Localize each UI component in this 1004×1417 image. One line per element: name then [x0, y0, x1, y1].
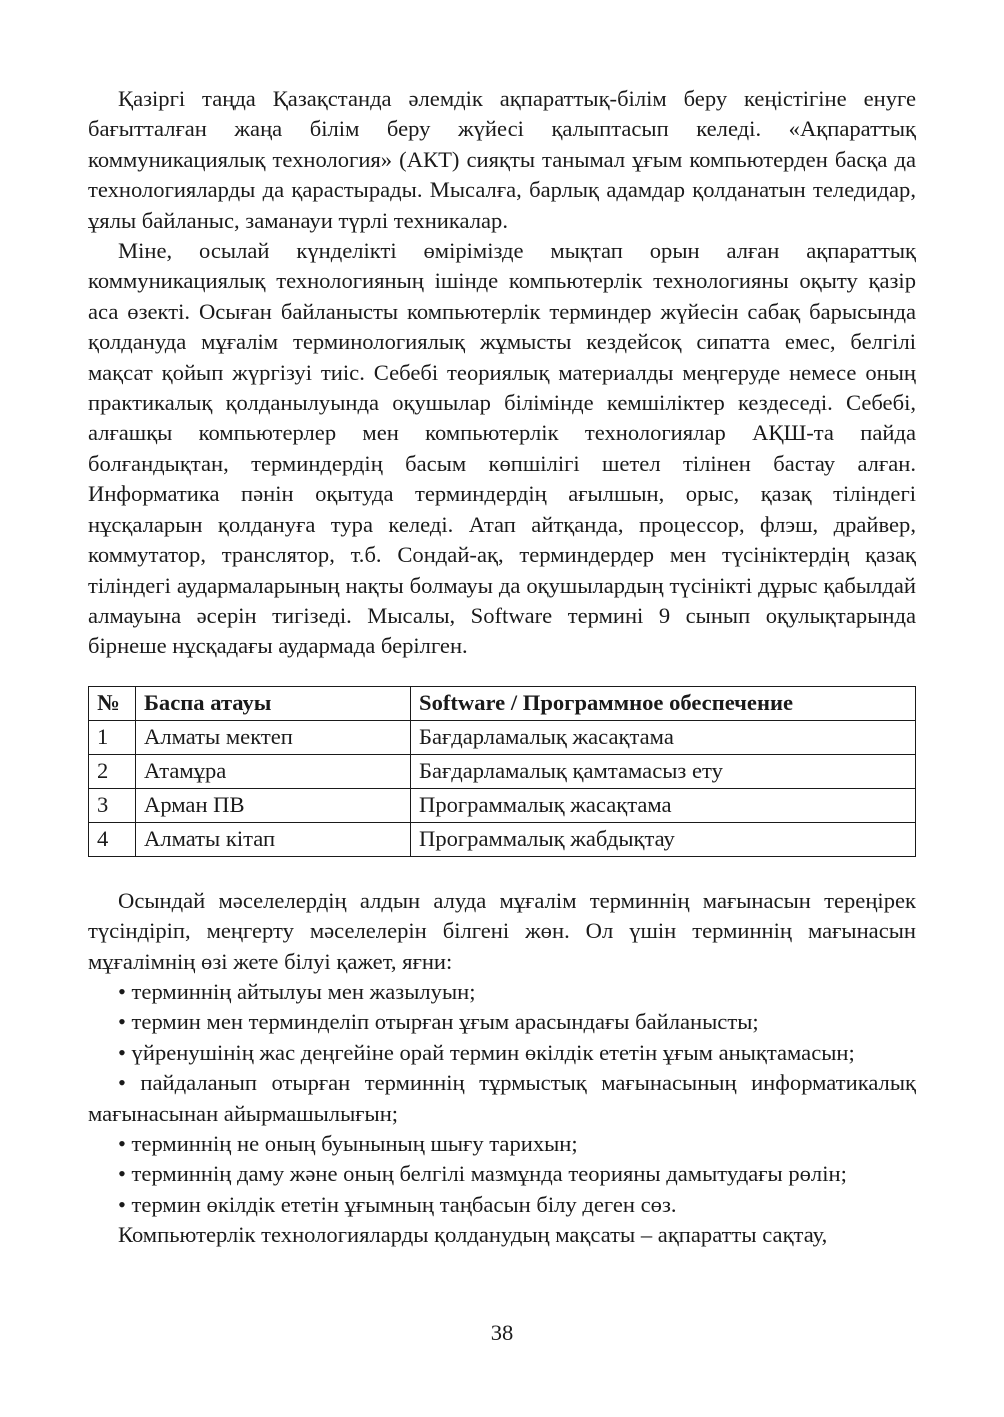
row-translation: Программалық жасақтама [411, 788, 916, 822]
table-row [89, 788, 916, 822]
table-row [89, 720, 916, 754]
terminology-paragraph: Міне, осылай күнделікті өмірімізде мықтап орын алған ақпараттық коммуникациялық технологияның ішінде компьютерлік технологияны оқыту қазір аса өзекті. Осыған байланысты компьютерлік терминдер жүйесін сабақ барысында қолдануда мұғалім терминологиялық жұмысты кездейсоқ сипатта емес, белгілі мақсат қойып жүргізуі тиіс. Себебі теориялық материалды меңгеруде немесе оның практикалық қолданылуында оқушылар білімінде кемшіліктер кездеседі. Себебі, алғашқы компьютерлер мен компьютерлік технологиялар АҚШ-та пайда болғандықтан, терминдердің басым көпшілігі шетел тілінен бастау алған. Информатика пәнін оқытуда терминдердің ағылшын, орыс, қазақ тіліндегі нұсқаларын қолдануға тура келеді. Атап айтқанда, процессор, флэш, драйвер, коммутатор, транслятор, т.б. Сондай-ақ, терминдердер мен түсініктердің қазақ тіліндегі аудармаларының нақты болмауы да оқушылардың түсінікті дұрыс қабылдай алмауына әсерін тигізеді. Мысалы, Software термині 9 сынып оқулықтарында бірнеше нұсқадағы аудармада берілген. [88, 238, 916, 659]
closing-paragraph: Компьютерлік технологияларды қолданудың мақсаты – ақпаратты сақтау, [118, 1222, 828, 1248]
row-translation: Программалық жабдықтау [411, 822, 916, 856]
row-translation: Бағдарламалық қамтамасыз ету [411, 754, 916, 788]
header-translation: Software / Программное обеспечение [411, 686, 916, 720]
table-row [89, 822, 916, 856]
bullet-item: • терминнің не оның буынының шығу тарихын; [118, 1130, 578, 1156]
row-publisher: Алматы мектеп [136, 720, 411, 754]
bullet-item: • терминнің айтылуы мен жазылуын; [118, 978, 476, 1004]
header-number: № [89, 686, 136, 720]
bullet-item: • термин мен терминделіп отырған ұғым арасындағы байланысты; [118, 1009, 759, 1035]
teacher-paragraph: Осындай мәселелердің алдын алуда мұғалім терминнің мағынасын тереңірек түсіндіріп, меңгерту мәселелерін білгені жөн. Ол үшін терминнің мағынасын мұғалімнің өзі жете білуі қажет, яғни: [88, 887, 916, 974]
bullet-item: • термин өкілдік ететін ұғымның таңбасын білу деген сөз. [118, 1191, 677, 1217]
bullet-item: • үйренушінің жас деңгейіне орай термин өкілдік ететін ұғым анықтамасын; [118, 1039, 855, 1065]
table-row [89, 754, 916, 788]
row-number: 4 [89, 822, 136, 856]
row-number: 2 [89, 754, 136, 788]
bullet-item: • пайдаланып отырған терминнің тұрмыстық мағынасының информатикалық мағынасынан айырмашылығын; [88, 1070, 916, 1126]
row-publisher: Арман ПВ [136, 788, 411, 822]
row-publisher: Атамұра [136, 754, 411, 788]
software-translation-table [88, 686, 916, 857]
row-translation: Бағдарламалық жасақтама [411, 720, 916, 754]
page-body [88, 84, 916, 1251]
bullet-item: • терминнің даму және оның белгілі мазмұнда теорияны дамытудағы рөлін; [118, 1161, 847, 1187]
row-number: 1 [89, 720, 136, 754]
page-number: 38 [490, 1320, 514, 1345]
header-publisher: Баспа атауы [136, 686, 411, 720]
row-number: 3 [89, 788, 136, 822]
row-publisher: Алматы кітап [136, 822, 411, 856]
table-header-row [89, 686, 916, 720]
intro-paragraph: Қазіргі таңда Қазақстанда әлемдік ақпараттық-білім беру кеңістігіне енуге бағытталған жаңа білім беру жүйесі қалыптасып келеді. «Ақпараттық коммуникациялық технология» (АКТ) сияқты танымал ұғым компьютерден басқа да технологияларды да қарастырады. Мысалға, барлық адамдар қолданатын теледидар, ұялы байланыс, заманауи түрлі техникалар. [88, 86, 916, 233]
